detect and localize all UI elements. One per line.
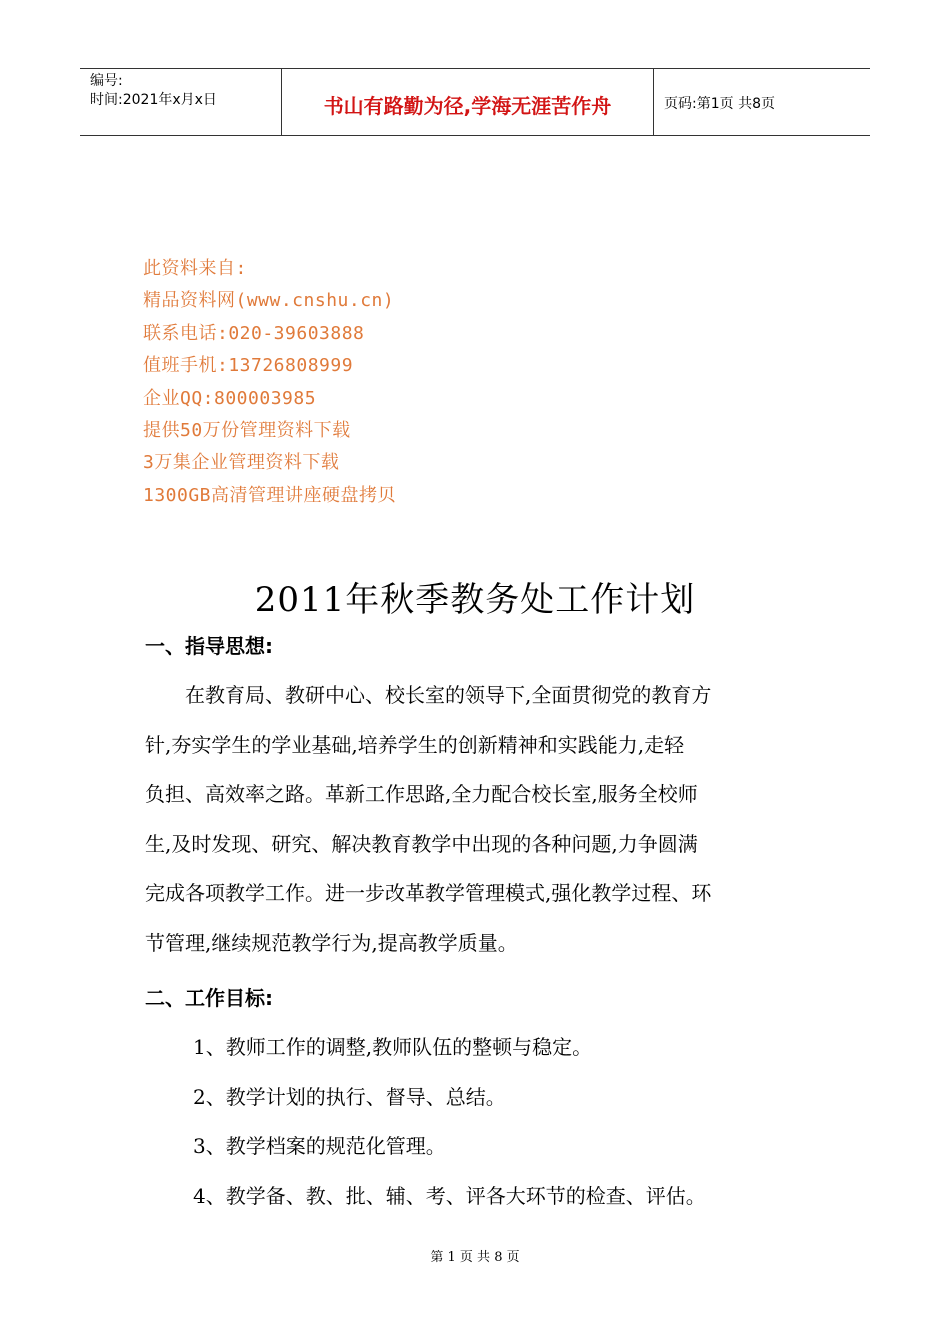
source-line: 联系电话:020-39603888 (143, 322, 365, 344)
paragraph-line: 节管理,继续规范教学行为,提高教学质量。 (145, 930, 518, 955)
paragraph-line: 完成各项教学工作。进一步改革教学管理模式,强化教学过程、环 (145, 881, 712, 905)
guiding-thought-paragraph (145, 671, 805, 968)
header-meta (80, 69, 282, 135)
number-label: 编号: (90, 73, 123, 89)
page-header (80, 68, 870, 136)
section-heading-work-goals: 二、工作目标: (145, 986, 273, 1010)
section-heading-guiding-thought: 一、指导思想: (145, 634, 273, 658)
document-title: 2011年秋季教务处工作计划 (254, 580, 696, 620)
paragraph-line: 在教育局、教研中心、校长室的领导下,全面贯彻党的教育方 (145, 683, 712, 707)
goal-item: 4、教学备、教、批、辅、考、评各大环节的检查、评估。 (193, 1184, 706, 1208)
goal-item: 3、教学档案的规范化管理。 (193, 1134, 446, 1158)
source-info (143, 253, 396, 512)
source-line: 1300GB高清管理讲座硬盘拷贝 (143, 484, 397, 506)
header-motto: 书山有路勤为径,学海无涯苦作舟 (282, 69, 654, 135)
header-page-info: 页码:第1页 共8页 (664, 96, 775, 112)
source-line: 企业QQ:800003985 (143, 387, 317, 409)
goal-item: 1、教师工作的调整,教师队伍的整顿与稳定。 (193, 1035, 593, 1059)
source-line: 精品资料网(www.cnshu.cn) (143, 290, 395, 312)
paragraph-line: 生,及时发现、研究、解决教育教学中出现的各种问题,力争圆满 (145, 831, 698, 856)
source-line: 3万集企业管理资料下载 (143, 452, 340, 474)
page-footer: 第 1 页 共 8 页 (430, 1250, 520, 1265)
source-line: 提供50万份管理资料下载 (143, 420, 351, 442)
source-line: 此资料来自: (143, 258, 247, 279)
paragraph-line: 针,夯实学生的学业基础,培养学生的创新精神和实践能力,走轻 (145, 732, 685, 757)
goal-item: 2、教学计划的执行、督导、总结。 (193, 1085, 506, 1109)
time-label: 时间:2021年x月x日 (90, 92, 217, 108)
paragraph-line: 负担、高效率之路。革新工作思路,全力配合校长室,服务全校师 (145, 782, 698, 806)
source-line: 值班手机:13726808999 (143, 355, 354, 377)
